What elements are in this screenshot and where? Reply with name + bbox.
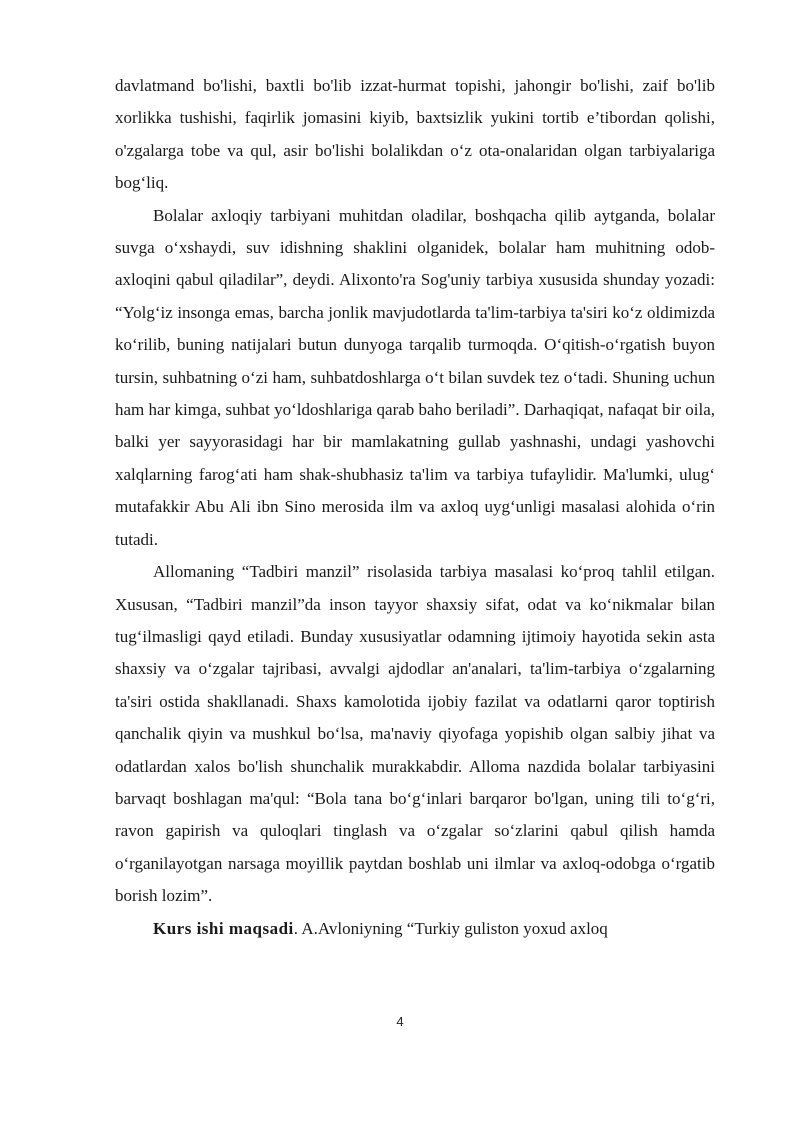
document-page [115, 70, 715, 945]
paragraph-1: davlatmand bo'lishi, baxtli bo'lib izzat-hurmat topishi, jahongir bo'lishi, zaif bo'lib xorlikka tushishi, faqirlik jomasini kiyib, baxtsizlik yukini tortib e’tibordan qolishi, o'zgalarga tobe va qul, asir bo'lishi bolalikdan o‘z ota-onalaridan olgan tarbiyalariga bog‘liq. [115, 76, 715, 193]
bold-lead-text: Kurs ishi maqsadi [153, 918, 294, 938]
paragraph-2: Bolalar axloqiy tarbiyani muhitdan oladilar, boshqacha qilib aytganda, bolalar suvga o‘xshaydi, suv idishning shaklini olganidek, bolalar ham muhitning odob-axloqini qabul qiladilar”, deydi. Alixonto'ra Sog'uniy tarbiya xususida shunday yozadi: “Yolg‘iz insonga emas, barcha jonlik mavjudotlarda ta'lim-tarbiya ta'siri ko‘z oldimizda ko‘rilib, buning natijalari butun dunyoga tarqalib turmoqda. O‘qitish-o‘rgatish buyon tursin, suhbatning o‘zi ham, suhbatdoshlarga o‘t bilan suvdek tez o‘tadi. Shuning uchun ham har kimga, suhbat yo‘ldoshlariga qarab baho beriladi”. Darhaqiqat, nafaqat bir oila, balki yer sayyorasidagi har bir mamlakatning gullab yashnashi, undagi yashovchi xalqlarning farog‘ati ham shak-shubhasiz ta'lim va tarbiya tufaylidir. Ma'lumki, ulug‘ mutafakkir Abu Ali ibn Sino merosida ilm va axloq uyg‘unligi masalasi alohida o‘rin tutadi. [115, 205, 715, 549]
paragraph-4 [115, 913, 715, 945]
page-number: 4 [396, 1014, 404, 1029]
paragraph-4-text: . A.Avloniyning “Turkiy guliston yoxud axloq [293, 918, 608, 938]
paragraph-3: Allomaning “Tadbiri manzil” risolasida tarbiya masalasi ko‘proq tahlil etilgan. Xususan, “Tadbiri manzil”da inson tayyor shaxsiy sifat, odat va ko‘nikmalar bilan tug‘ilmasligi qayd etiladi. Bunday xususiyatlar odamning ijtimoiy hayotida sekin asta shaxsiy va o‘zgalar tajribasi, avvalgi ajdodlar an'analari, ta'lim-tarbiya o‘zgalarning ta'siri ostida shakllanadi. Shaxs kamolotida ijobiy fazilat va odatlarni qaror toptirish qanchalik qiyin va mushkul bo‘lsa, ma'naviy qiyofaga yopishib olgan salbiy jihat va odatlardan xalos bo'lish shunchalik murakkabdir. Alloma nazdida bolalar tarbiyasini barvaqt boshlagan ma'qul: “Bola tana bo‘g‘inlari barqaror bo'lgan, uning tili to‘g‘ri, ravon gapirish va quloqlari tinglash va o‘zgalar so‘zlarini qabul qilish hamda o‘rganilayotgan narsaga moyillik paytdan boshlab uni ilmlar va axloq-odobga o‘rgatib borish lozim”. [115, 562, 715, 906]
